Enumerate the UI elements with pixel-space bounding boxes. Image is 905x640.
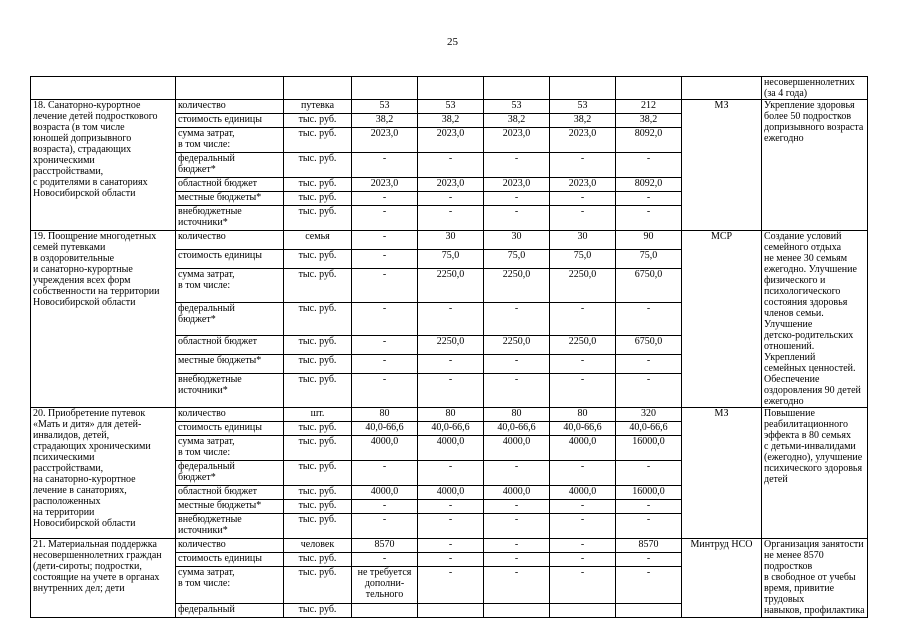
value-cell: 30 — [550, 231, 616, 250]
value-cell: - — [484, 374, 550, 408]
executor-cell: МЗ — [682, 408, 762, 539]
value-cell: - — [550, 539, 616, 553]
executor-cell: МЗ — [682, 100, 762, 231]
value-cell — [352, 604, 418, 618]
unit-cell: тыс. руб. — [284, 604, 352, 618]
unit-cell: тыс. руб. — [284, 422, 352, 436]
result-cell: Организация занятости не менее 8570 подростков в свободное от учебы время, привитие трудовых навыков, профилактика — [762, 539, 868, 618]
value-cell: - — [616, 302, 682, 336]
unit-cell: человек — [284, 539, 352, 553]
activity-name-cell: 19. Поощрение многодетных семей путевками в оздоровительные и санаторно-курортные учреждения всех форм собственности на территории Новосибирской области — [31, 231, 176, 408]
unit-cell: тыс. руб. — [284, 178, 352, 192]
value-cell: 75,0 — [418, 249, 484, 268]
value-cell: - — [550, 302, 616, 336]
value-cell: - — [484, 153, 550, 178]
value-cell: 8570 — [352, 539, 418, 553]
value-cell: - — [616, 500, 682, 514]
indicator-cell: местные бюджеты* — [176, 500, 284, 514]
value-cell: 6750,0 — [616, 336, 682, 355]
table-row — [31, 539, 868, 553]
value-cell — [484, 604, 550, 618]
indicator-cell: областной бюджет — [176, 486, 284, 500]
value-cell: - — [616, 374, 682, 408]
unit-cell: тыс. руб. — [284, 336, 352, 355]
value-cell: - — [550, 206, 616, 231]
value-cell: 2250,0 — [550, 268, 616, 302]
value-cell: не требуется дополни- тельного — [352, 567, 418, 604]
value-cell: - — [484, 539, 550, 553]
unit-cell: тыс. руб. — [284, 153, 352, 178]
value-cell: 90 — [616, 231, 682, 250]
value-cell: 40,0-66,6 — [550, 422, 616, 436]
value-cell — [616, 604, 682, 618]
unit-cell: тыс. руб. — [284, 249, 352, 268]
value-cell: 2023,0 — [352, 178, 418, 192]
indicator-cell: сумма затрат, в том числе: — [176, 268, 284, 302]
value-cell: - — [550, 500, 616, 514]
value-cell: - — [550, 514, 616, 539]
value-cell: 38,2 — [616, 114, 682, 128]
value-cell: - — [550, 567, 616, 604]
empty-cell — [616, 77, 682, 100]
value-cell: - — [418, 500, 484, 514]
result-cell: несовершеннолетних (за 4 года) — [762, 77, 868, 100]
value-cell: - — [616, 461, 682, 486]
value-cell: 320 — [616, 408, 682, 422]
value-cell: - — [484, 192, 550, 206]
value-cell: - — [418, 192, 484, 206]
value-cell: 53 — [352, 100, 418, 114]
value-cell: - — [418, 206, 484, 231]
empty-cell — [550, 77, 616, 100]
value-cell: - — [550, 153, 616, 178]
value-cell: - — [352, 206, 418, 231]
value-cell: - — [352, 268, 418, 302]
value-cell: 4000,0 — [484, 486, 550, 500]
value-cell — [550, 604, 616, 618]
value-cell: - — [418, 567, 484, 604]
indicator-cell: сумма затрат, в том числе: — [176, 436, 284, 461]
value-cell: - — [352, 500, 418, 514]
value-cell: 40,0-66,6 — [352, 422, 418, 436]
value-cell: 4000,0 — [484, 436, 550, 461]
value-cell: - — [352, 355, 418, 374]
indicator-cell: количество — [176, 539, 284, 553]
value-cell: - — [418, 514, 484, 539]
indicator-cell: количество — [176, 100, 284, 114]
value-cell: - — [352, 461, 418, 486]
indicator-cell: внебюджетные источники* — [176, 514, 284, 539]
value-cell: 2023,0 — [418, 178, 484, 192]
value-cell: 38,2 — [550, 114, 616, 128]
value-cell: - — [352, 302, 418, 336]
value-cell: 2250,0 — [484, 336, 550, 355]
value-cell: - — [484, 553, 550, 567]
value-cell: - — [484, 567, 550, 604]
unit-cell: тыс. руб. — [284, 268, 352, 302]
indicator-cell: федеральный бюджет* — [176, 302, 284, 336]
unit-cell: тыс. руб. — [284, 553, 352, 567]
indicator-cell: федеральный бюджет* — [176, 461, 284, 486]
indicator-cell: стоимость единицы — [176, 422, 284, 436]
executor-cell: МСР — [682, 231, 762, 408]
value-cell: - — [352, 336, 418, 355]
result-cell: Создание условий семейного отдыха не менее 30 семьям ежегодно. Улучшение физического и психологического состояния здоровья членов семьи. Улучшение детско-родительских отношений. Укреплений семейных ценностей. Обеспечение оздоровления 90 детей ежегодно — [762, 231, 868, 408]
empty-cell — [484, 77, 550, 100]
value-cell: 75,0 — [550, 249, 616, 268]
value-cell: 8092,0 — [616, 178, 682, 192]
value-cell: - — [352, 374, 418, 408]
value-cell: - — [352, 514, 418, 539]
value-cell: 30 — [484, 231, 550, 250]
indicator-cell: стоимость единицы — [176, 553, 284, 567]
value-cell: 38,2 — [352, 114, 418, 128]
value-cell: - — [484, 302, 550, 336]
value-cell: - — [352, 553, 418, 567]
value-cell: - — [418, 374, 484, 408]
value-cell: 75,0 — [616, 249, 682, 268]
indicator-cell: федеральный бюджет* — [176, 153, 284, 178]
empty-cell — [176, 77, 284, 100]
value-cell: 2023,0 — [484, 128, 550, 153]
value-cell: 2023,0 — [550, 128, 616, 153]
indicator-cell: стоимость единицы — [176, 249, 284, 268]
value-cell: 2023,0 — [418, 128, 484, 153]
unit-cell: тыс. руб. — [284, 355, 352, 374]
value-cell: - — [550, 374, 616, 408]
value-cell: - — [550, 355, 616, 374]
executor-cell: Минтруд НСО — [682, 539, 762, 618]
indicator-cell: сумма затрат, в том числе: — [176, 567, 284, 604]
value-cell: 2250,0 — [484, 268, 550, 302]
value-cell: 80 — [550, 408, 616, 422]
unit-cell: тыс. руб. — [284, 128, 352, 153]
value-cell: 40,0-66,6 — [418, 422, 484, 436]
value-cell: - — [484, 206, 550, 231]
value-cell: 38,2 — [484, 114, 550, 128]
value-cell: 212 — [616, 100, 682, 114]
value-cell: 38,2 — [418, 114, 484, 128]
value-cell: 53 — [418, 100, 484, 114]
value-cell: - — [484, 514, 550, 539]
unit-cell: тыс. руб. — [284, 461, 352, 486]
value-cell: 80 — [484, 408, 550, 422]
unit-cell: тыс. руб. — [284, 192, 352, 206]
indicator-cell: областной бюджет — [176, 178, 284, 192]
value-cell: 53 — [484, 100, 550, 114]
value-cell: 4000,0 — [550, 436, 616, 461]
unit-cell: тыс. руб. — [284, 206, 352, 231]
value-cell: 75,0 — [484, 249, 550, 268]
unit-cell: семья — [284, 231, 352, 250]
empty-cell — [31, 77, 176, 100]
indicator-cell: количество — [176, 408, 284, 422]
value-cell: 16000,0 — [616, 436, 682, 461]
indicator-cell: сумма затрат, в том числе: — [176, 128, 284, 153]
value-cell: 2250,0 — [550, 336, 616, 355]
value-cell: - — [616, 553, 682, 567]
unit-cell: тыс. руб. — [284, 114, 352, 128]
activity-name-cell: 21. Материальная поддержка несовершеннолетних граждан (дети-сироты; подростки, состоящие на учете в органах внутренних дел; дети — [31, 539, 176, 618]
value-cell: - — [352, 153, 418, 178]
empty-cell — [284, 77, 352, 100]
value-cell: 40,0-66,6 — [484, 422, 550, 436]
value-cell: - — [418, 539, 484, 553]
value-cell: 2023,0 — [484, 178, 550, 192]
indicator-cell: областной бюджет — [176, 336, 284, 355]
table-row — [31, 100, 868, 114]
value-cell: - — [418, 553, 484, 567]
value-cell: 53 — [550, 100, 616, 114]
indicator-cell: местные бюджеты* — [176, 192, 284, 206]
value-cell: - — [616, 514, 682, 539]
unit-cell: тыс. руб. — [284, 486, 352, 500]
value-cell: - — [550, 553, 616, 567]
value-cell: 80 — [352, 408, 418, 422]
unit-cell: путевка — [284, 100, 352, 114]
value-cell: 30 — [418, 231, 484, 250]
result-cell: Повышение реабилитационного эффекта в 80 семьях с детьми-инвалидами (ежегодно), улучшение психического здоровья детей — [762, 408, 868, 539]
table-row — [31, 408, 868, 422]
value-cell: - — [484, 500, 550, 514]
value-cell: - — [550, 461, 616, 486]
continuation-row — [31, 77, 868, 100]
empty-cell — [682, 77, 762, 100]
value-cell — [418, 604, 484, 618]
value-cell: - — [616, 192, 682, 206]
unit-cell: тыс. руб. — [284, 302, 352, 336]
unit-cell: шт. — [284, 408, 352, 422]
indicator-cell: федеральный — [176, 604, 284, 618]
indicator-cell: местные бюджеты* — [176, 355, 284, 374]
activity-name-cell: 20. Приобретение путевок «Мать и дитя» для детей- инвалидов, детей, страдающих хроническими психическими расстройствами, на санаторно-курортное лечение в санаториях, расположенных на территории Новосибирской области — [31, 408, 176, 539]
value-cell: - — [616, 567, 682, 604]
indicator-cell: стоимость единицы — [176, 114, 284, 128]
value-cell: 2023,0 — [550, 178, 616, 192]
unit-cell: тыс. руб. — [284, 514, 352, 539]
value-cell: 40,0-66,6 — [616, 422, 682, 436]
empty-cell — [418, 77, 484, 100]
page-number: 25 — [447, 36, 458, 48]
value-cell: - — [484, 461, 550, 486]
value-cell: 6750,0 — [616, 268, 682, 302]
unit-cell: тыс. руб. — [284, 567, 352, 604]
value-cell: - — [484, 355, 550, 374]
empty-cell — [352, 77, 418, 100]
value-cell: - — [550, 192, 616, 206]
value-cell: - — [616, 206, 682, 231]
value-cell: - — [418, 302, 484, 336]
activity-name-cell: 18. Санаторно-курортное лечение детей подросткового возраста (в том числе юношей допризывного возраста), страдающих хроническими расстройствами, с родителями в санаториях Новосибирской области — [31, 100, 176, 231]
indicator-cell: внебюджетные источники* — [176, 374, 284, 408]
indicator-cell: внебюджетные источники* — [176, 206, 284, 231]
value-cell: - — [616, 355, 682, 374]
value-cell: - — [418, 153, 484, 178]
unit-cell: тыс. руб. — [284, 374, 352, 408]
value-cell: 80 — [418, 408, 484, 422]
table-row — [31, 231, 868, 250]
result-cell: Укрепление здоровья более 50 подростков допризывного возраста ежегодно — [762, 100, 868, 231]
value-cell: - — [616, 153, 682, 178]
program-table — [30, 76, 868, 618]
indicator-cell: количество — [176, 231, 284, 250]
value-cell: 4000,0 — [352, 436, 418, 461]
value-cell: 4000,0 — [418, 486, 484, 500]
value-cell: 2250,0 — [418, 336, 484, 355]
value-cell: 8092,0 — [616, 128, 682, 153]
unit-cell: тыс. руб. — [284, 436, 352, 461]
value-cell: - — [352, 231, 418, 250]
value-cell: - — [418, 461, 484, 486]
value-cell: - — [352, 249, 418, 268]
value-cell: - — [418, 355, 484, 374]
value-cell: 4000,0 — [352, 486, 418, 500]
value-cell: 16000,0 — [616, 486, 682, 500]
unit-cell: тыс. руб. — [284, 500, 352, 514]
value-cell: 4000,0 — [418, 436, 484, 461]
value-cell: 8570 — [616, 539, 682, 553]
value-cell: 2023,0 — [352, 128, 418, 153]
value-cell: - — [352, 192, 418, 206]
value-cell: 4000,0 — [550, 486, 616, 500]
value-cell: 2250,0 — [418, 268, 484, 302]
